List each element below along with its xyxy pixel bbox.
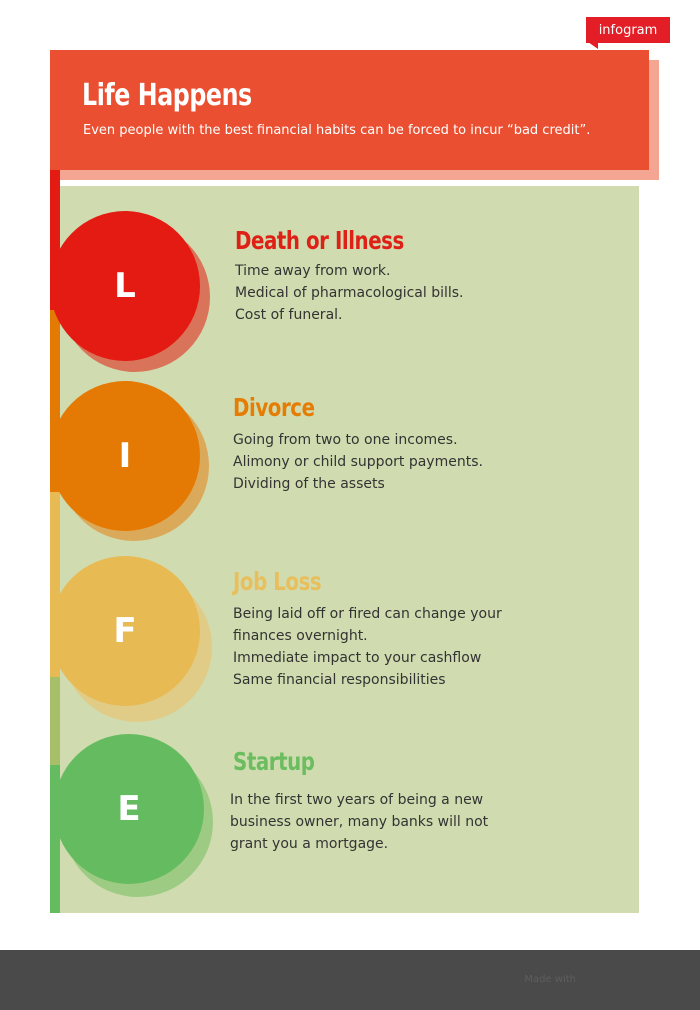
list-item: Medical of pharmacological bills. [235,285,464,301]
list-item: Cost of funeral. [235,307,343,323]
made-with-label: Made with [524,974,576,985]
list-item: Going from two to one incomes. [233,432,458,448]
header-banner [50,50,649,170]
circle-letter: F [113,611,137,651]
list-item: Immediate impact to your cashflow [233,650,482,666]
infogram-logo-link[interactable] [586,17,670,43]
circle-e [54,734,204,884]
circle-letter: E [117,789,141,829]
list-item: Same financial responsibilities [233,672,446,688]
section-lines-divorce [233,429,483,495]
section-title-divorce: Divorce [233,393,315,422]
circle-i [50,381,200,531]
circle-letter: L [114,266,136,306]
section-paragraph-startup: In the first two years of being a new business owner, many banks will not grant you a mortgage. [230,792,489,852]
list-item: Dividing of the assets [233,476,385,492]
section-lines-job-loss [233,603,502,691]
list-item: finances overnight. [233,628,368,644]
infogram-logo-tail [588,42,598,49]
footer-bar [0,950,700,1010]
stripe-olive [50,677,60,765]
section-title-startup: Startup [233,747,315,776]
list-item: Being laid off or fired can change your [233,606,502,622]
circle-l [50,211,200,361]
section-title-death-or-illness: Death or Illness [235,226,404,255]
section-title-job-loss: Job Loss [233,567,322,596]
circle-letter: I [118,436,132,476]
list-item: Alimony or child support payments. [233,454,483,470]
infogram-brand-text: infogram [598,22,658,38]
page-title: Life Happens [82,78,252,113]
section-lines-death-or-illness [235,260,464,326]
list-item: Time away from work. [235,263,391,279]
circle-f [50,556,200,706]
page-subtitle: Even people with the best financial habits can be forced to incur “bad credit”. [83,123,591,138]
